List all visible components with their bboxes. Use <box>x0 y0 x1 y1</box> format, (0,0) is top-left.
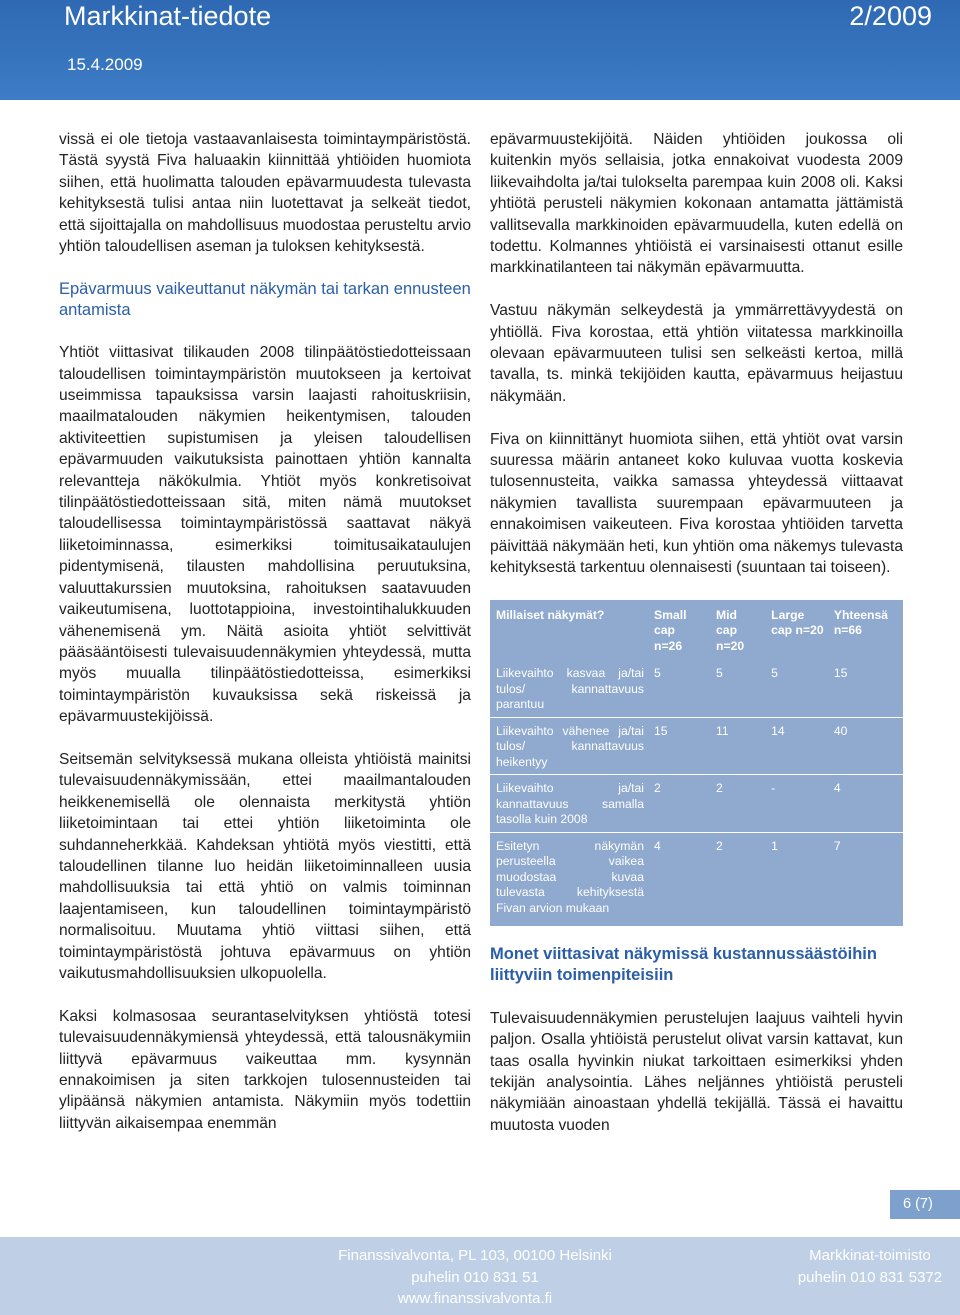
cell-small-cap: 4 <box>648 832 710 920</box>
cell-total: 15 <box>833 666 848 681</box>
cell-small-cap: 15 <box>648 717 710 775</box>
left-section-heading: Epävarmuus vaikeuttanut näkymän tai tarkan ennusteen antamista <box>59 279 471 319</box>
cell-mid-cap: 2 <box>710 775 765 833</box>
right-paragraph-1: epävarmuustekijöitä. Näiden yhtiöiden joukossa oli kuitenkin myös sellaisia, jotka ennakoivat vuodesta 2009 liikevaihdolta ja/tai tulokselta parempaa kuin 2008 oli. Kaksi yhtiötä perusteli näkymien kokonaan antamatta jättämistä vallitsevalla markkinoiden epävarmuudella, kuten edellä on todettu. Kolmannes yhtiöistä ei varsinaisesti ottanut esille markkinatilanteen tai näkymän epävarmuutta. <box>490 131 903 277</box>
left-column <box>59 129 471 1156</box>
right-column <box>490 129 903 1158</box>
table-header-outlook: Millaiset näkymät? <box>496 607 605 622</box>
publication-date: 15.4.2009 <box>67 55 143 74</box>
footer-phone: puhelin 010 831 51 <box>411 1268 539 1286</box>
footer-contact-name: Markkinat-toimisto <box>809 1247 931 1264</box>
footer-address: Finanssivalvonta, PL 103, 00100 Helsinki <box>338 1247 612 1264</box>
cell-mid-cap: 5 <box>716 666 723 681</box>
left-paragraph-4: Kaksi kolmasosaa seurantaselvityksen yhtiöstä totesi tulevaisuudennäkymiensä yhteydessä, että talousnäkymiin liittyvä epävarmuus vaikeuttaa mm. kysynnän ennakoimisen ja siten tarkkojen tulosennusteiden tai ylipäänsä näkymien antamista. Näkymiin myös todettiin liittyvän aikaisempaa enemmän <box>59 1007 471 1132</box>
left-paragraph-2: Yhtiöt viittasivat tilikauden 2008 tilinpäätöstiedotteissaan taloudellisen toimintaympäristön muutokseen ja kertoivat useimmissa tapauksissa varsin laajasti rahoituskriisin, maailmatalouden näkymien heikentymisen, talouden aktiviteettien supistumisen ja yleisen taloudellisen epävarmuuden vaikutuksista painottaen yhtiön kannalta relevantteja näkökulmia. Yhtiöt myös konkretisoivat tilinpäätöstiedotteissaan sitä, miten nämä muutokset taloudellisessa toimintaympäristössä saattavat näkyä liiketoiminnassa, esimerkiksi toimitusaikataulujen pidentymisenä, tilausten mahdollisina peruutuksina, valuuttakurssien muutoksina, rahoituksen saatavuuden vaikeutumisena, luottotappioina, investointihalukkuuden vähenemisenä ym. Näitä asioita yhtiöt selvittivät pääsääntöisesti tulevaisuudennäkymien yhteydessä, mutta myös muualla tilinpäätöstiedotteissa, esimerkiksi toimintaympäristön kuvauksissa sekä riskeissä ja epävarmuustekijöissä. <box>59 344 471 726</box>
right-paragraph-4: Tulevaisuudennäkymien perustelujen laajuus vaihteli hyvin paljon. Osalla yhtiöistä perustelut olivat varsin kattavat, kun taas osalla hyvinkin niukat tarkoittaen esimerkiksi yhden tekijän analysointia. Lähes neljännes yhtiöistä perusteli näkymiään ainoastaan yhdellä tekijällä. Tässä ei havaittu muutosta vuoden <box>490 1009 903 1134</box>
footer-website-link[interactable]: www.finanssivalvonta.fi <box>397 1290 553 1307</box>
cell-total: 4 <box>828 775 903 833</box>
left-paragraph-3: Seitsemän selvityksessä mukana olleista yhtiöistä mainitsi tulevaisuudennäkymissään, ettei maailmantalouden heikkenemisellä ole olennaista merkitystä yhtiön liiketoimintaan tai ettei yhtiön liiketoiminta ole suhdanneherkkää. Kahdeksan yhtiötä myös viestitti, että taloudellinen tilanne luo heidän liiketoiminnalleen uusia mahdollisuuksia tai että yhtiö on valmis toiminnan laajentamiseen, kun taloudellinen toimintaympäristö normalisoituu. Muutama yhtiö viittasi siihen, että toimintaympäristöstä johtuva epävarmuus on yhtiön vaikutusmahdollisuuksien ulkopuolella. <box>59 750 471 982</box>
table-header-row <box>490 606 903 667</box>
cell-large-cap: 14 <box>765 717 828 775</box>
table-row <box>490 717 903 775</box>
table-header-total: Yhteensä n=66 <box>833 607 889 638</box>
row-label: Liikevaihto ja/tai kannattavuus samalla tasolla kuin 2008 <box>490 775 648 833</box>
footer-contact-block <box>790 1245 950 1288</box>
page-header <box>0 0 960 100</box>
cell-mid-cap: 11 <box>710 717 765 775</box>
table-row <box>490 775 903 833</box>
footer-address-block <box>325 1245 625 1310</box>
table-header-large-cap: Large cap n=20 <box>771 607 824 638</box>
publication-title: Markkinat-tiedote <box>64 1 272 31</box>
cell-large-cap: 5 <box>771 666 778 681</box>
cell-small-cap: 2 <box>648 775 710 833</box>
table-row <box>490 832 903 920</box>
outlook-table-box <box>490 600 903 927</box>
table-row <box>490 666 903 717</box>
left-paragraph-1: vissä ei ole tietoja vastaavanlaisesta toimintaympäristöstä. Tästä syystä Fiva haluaakin kiinnittää yhtiöiden huomiota siihen, että huolimatta talouden epävarmuudesta tulevasta kehityksestä tulisi antaa niin luotettavat ja selkeät tiedot, että sijoittajalla on mahdollisuus muodostaa perusteltu arvio yhtiön taloudellisen aseman ja tuloksen kehityksestä. <box>59 131 471 256</box>
cell-large-cap: 1 <box>765 832 828 920</box>
cell-total: 40 <box>828 717 903 775</box>
cell-total: 7 <box>828 832 903 920</box>
page-number: 6 (7) <box>890 1190 960 1219</box>
cell-small-cap: 5 <box>654 666 661 681</box>
outlook-table <box>490 606 903 921</box>
table-header-mid-cap: Mid cap n=20 <box>716 607 745 653</box>
issue-number: 2/2009 <box>849 1 932 31</box>
row-label: Liikevaihto vähenee ja/tai tulos/ kannattavuus heikentyy <box>490 717 648 775</box>
footer-contact-phone: puhelin 010 831 5372 <box>797 1268 943 1286</box>
right-paragraph-2: Vastuu näkymän selkeydestä ja ymmärrettävyydestä on yhtiöllä. Fiva korostaa, että yhtiön viitatessa markkinoilla olevaan epävarmuuteen tulisi sen selkeästi kertoa, millä tavalla, ts. minkä tekijöiden kautta, epävarmuus heijastuu näkymään. <box>490 302 903 405</box>
cell-mid-cap: 2 <box>710 832 765 920</box>
table-header-small-cap: Small cap n=26 <box>654 607 687 653</box>
right-paragraph-3: Fiva on kiinnittänyt huomiota siihen, että yhtiöt ovat varsin suuressa määrin antaneet koko kuluvaa vuotta koskevia tulosennusteita, vaikka samassa yhteydessä viittaavat näkymien tavallista suurempaan epävarmuuteen ja ennakoimisen vaikeuteen. Fiva korostaa yhtiöiden tarvetta päivittää näkymään heti, kun yhtiön oma näkemys tulevasta kehityksestä tarkentuu olennaisesti (suuntaan tai toiseen). <box>490 430 903 577</box>
right-section-heading: Monet viittasivat näkymissä kustannussäästöihin liittyviin toimenpiteisiin <box>490 945 877 985</box>
row-label: Liikevaihto kasvaa ja/tai tulos/ kannattavuus parantuu <box>496 666 644 712</box>
row-label: Esitetyn näkymän perusteella vaikea muodostaa kuvaa tulevasta kehityksestä Fivan arvion mukaan <box>490 832 648 920</box>
page-footer <box>0 1237 960 1315</box>
cell-large-cap: - <box>765 775 828 833</box>
